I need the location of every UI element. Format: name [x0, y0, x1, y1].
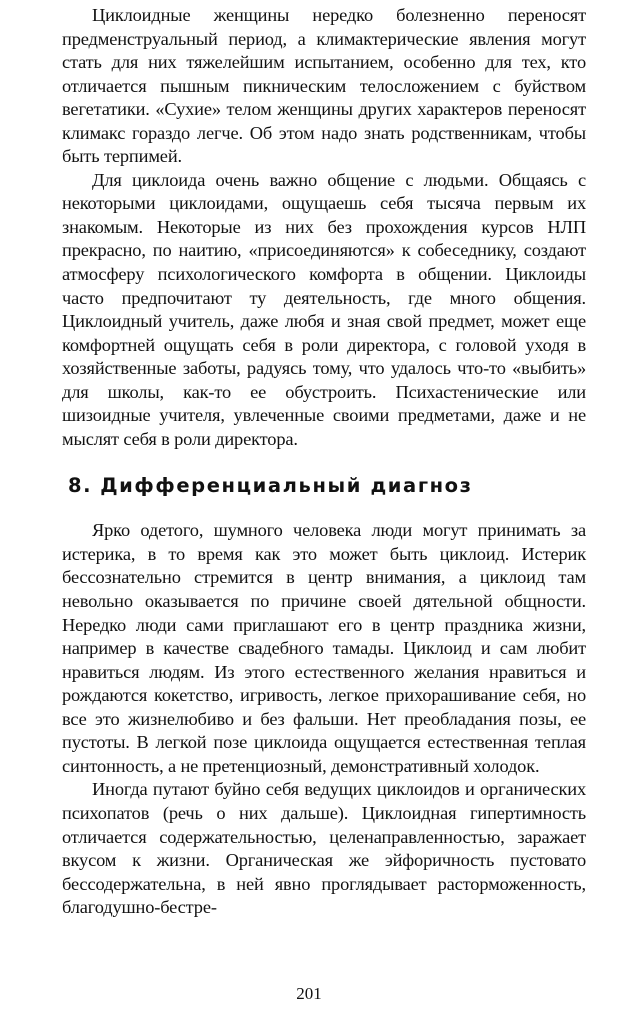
paragraph-communication: Для циклоида очень важно общение с людьми. Общаясь с некоторыми циклоидами, ощущаешь себя тысяча первым их знакомым. Некоторые из них без прохождения курсов НЛП прекрасно, по наитию, «присоединяются» к собеседнику, создают атмосферу психологического комфорта в общении. Циклоиды часто предпочитают ту деятельность, где много общения. Циклоидный учитель, даже любя и зная свой предмет, может еще комфортней ощущать себя в роли директора, с головой уходя в хозяйственные заботы, радуясь тому, что удалось что-то «выбить» для школы, как-то ее обустроить. Психастенические или шизоидные учителя, увлеченные своими предметами, даже и не мыслят себя в роли директора.	[62, 169, 586, 449]
paragraph-hysteric-comparison: Ярко одетого, шумного человека люди могут принимать за истерика, в то время как это может быть циклоид. Истерик бессознательно стремится в центр внимания, а циклоид там невольно оказывается по причине своей дятельной общности. Нередко люди сами приглашают его в центр праздника жизни, например в качестве свадебного тамады. Циклоид и сам любит нравиться людям. Из этого естественного желания нравиться и рождаются кокетство, игривость, легкое прихорашивание себя, но все это жизнелюбиво и без фальши. Нет преобладания позы, ее пустоты. В легкой позе циклоида ощущается естественная теплая синтонность, а не претенциозный, демонстративный холодок.	[62, 520, 586, 776]
section-title: Дифференциальный диагноз	[100, 474, 473, 498]
section-number: 8.	[68, 474, 93, 498]
page-number: 201	[296, 984, 322, 1003]
book-page	[62, 4, 586, 920]
section-heading	[62, 473, 586, 499]
paragraph-menopause: Циклоидные женщины нередко болезненно переносят предменструальный период, а климактерические явления могут стать для них тяжелейшим испытанием, особенно для тех, кто отличается пышным пикническим телосложением с буйством вегетатики. «Сухие» телом женщины других характеров переносят климакс гораздо легче. Об этом надо знать родственникам, чтобы быть терпимей.	[62, 5, 586, 167]
paragraph-organic-comparison: Иногда путают буйно себя ведущих циклоидов и органических психопатов (речь о них дальше). Циклоидная гипертимность отличается содержательностью, целенаправленностью, заражает вкусом к жизни. Органическая же эйфоричность пустовато бессодержательна, в ней явно проглядывает расторможенность, благодушно-бестре-	[62, 779, 586, 918]
